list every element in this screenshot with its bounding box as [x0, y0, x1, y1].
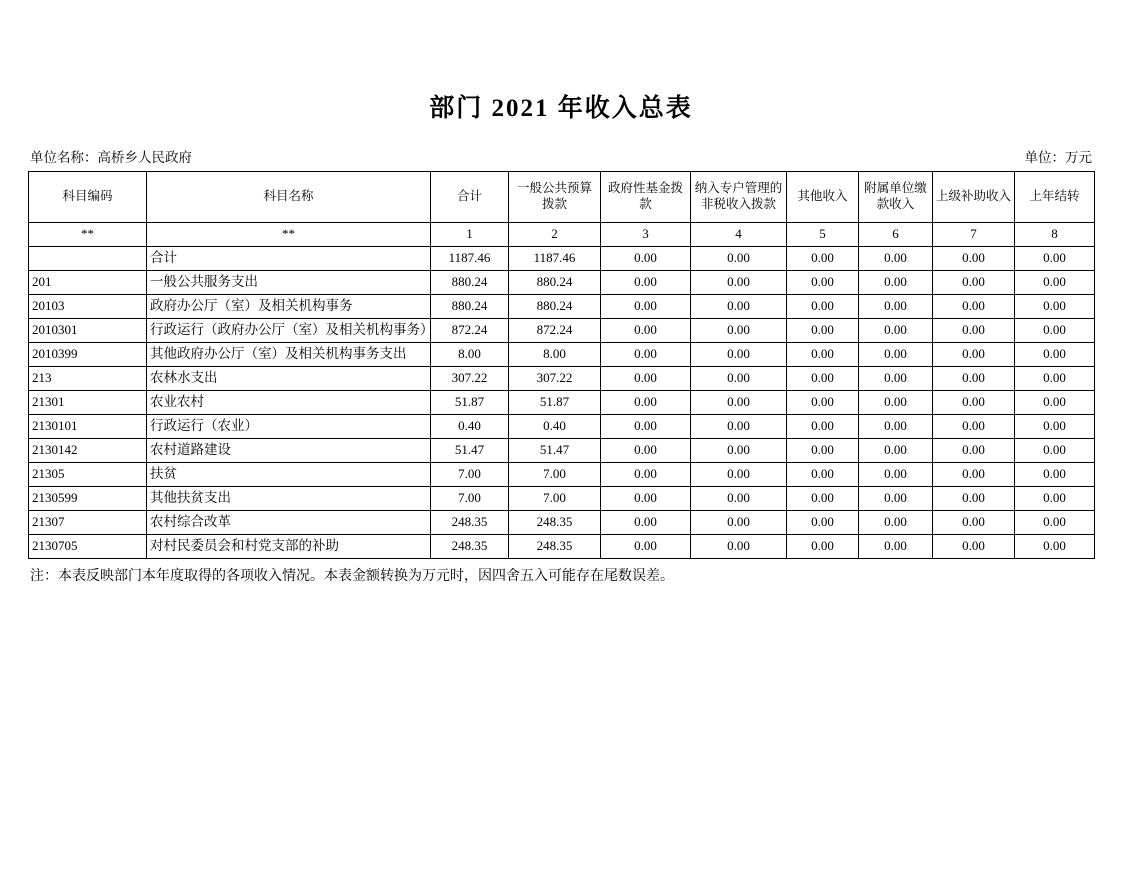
- table-note: 注：本表反映部门本年度取得的各项收入情况。本表金额转换为万元时，因四舍五入可能存在尾数误差。: [30, 569, 674, 584]
- row-name: 行政运行（农业）: [147, 415, 431, 439]
- row-nontax: 0.00: [691, 535, 787, 559]
- row-name: 对村民委员会和村党支部的补助: [147, 535, 431, 559]
- table-body: [29, 223, 1095, 559]
- row-public-budget: 248.35: [509, 535, 601, 559]
- row-name: 政府办公厅（室）及相关机构事务: [147, 295, 431, 319]
- row-affiliated: 0.00: [859, 511, 933, 535]
- row-other-income: 0.00: [787, 439, 859, 463]
- row-other-income: 0.00: [787, 463, 859, 487]
- row-affiliated: 0.00: [859, 535, 933, 559]
- row-other-income: 0.00: [787, 247, 859, 271]
- row-superior: 0.00: [933, 463, 1015, 487]
- row-other-income: 0.00: [787, 295, 859, 319]
- row-name: 扶贫: [147, 463, 431, 487]
- row-affiliated: 0.00: [859, 343, 933, 367]
- row-other-income: 0.00: [787, 391, 859, 415]
- header-subject-code: 科目编码: [29, 172, 147, 223]
- row-nontax: 0.00: [691, 487, 787, 511]
- row-gov-fund: 0.00: [601, 535, 691, 559]
- row-name: 农林水支出: [147, 367, 431, 391]
- row-total: 51.47: [431, 439, 509, 463]
- row-code: 2130705: [29, 535, 147, 559]
- row-superior: 0.00: [933, 295, 1015, 319]
- row-nontax: 0.00: [691, 343, 787, 367]
- row-public-budget: 248.35: [509, 511, 601, 535]
- document-page: [0, 88, 1122, 881]
- row-public-budget: 872.24: [509, 319, 601, 343]
- row-affiliated: 0.00: [859, 247, 933, 271]
- document-meta: [28, 146, 1094, 166]
- row-code: 2130599: [29, 487, 147, 511]
- colnum-7: 6: [859, 223, 933, 247]
- row-total: 872.24: [431, 319, 509, 343]
- row-total: 307.22: [431, 367, 509, 391]
- colnum-3: 2: [509, 223, 601, 247]
- row-gov-fund: 0.00: [601, 415, 691, 439]
- table-header: [29, 172, 1095, 223]
- row-public-budget: 51.47: [509, 439, 601, 463]
- table-row: [29, 535, 1095, 559]
- row-affiliated: 0.00: [859, 271, 933, 295]
- row-code: 2010301: [29, 319, 147, 343]
- row-superior: 0.00: [933, 247, 1015, 271]
- colnum-5: 4: [691, 223, 787, 247]
- row-carryover: 0.00: [1015, 487, 1095, 511]
- row-public-budget: 8.00: [509, 343, 601, 367]
- header-affiliated-unit-payment-income: 附属单位缴款收入: [859, 172, 933, 223]
- header-public-budget-appropriation: 一般公共预算拨款: [509, 172, 601, 223]
- unit-name-label: 单位名称：高桥乡人民政府: [30, 150, 192, 165]
- row-superior: 0.00: [933, 391, 1015, 415]
- row-carryover: 0.00: [1015, 511, 1095, 535]
- row-carryover: 0.00: [1015, 367, 1095, 391]
- table-row: [29, 343, 1095, 367]
- row-affiliated: 0.00: [859, 295, 933, 319]
- income-summary-table: [28, 171, 1095, 559]
- row-carryover: 0.00: [1015, 391, 1095, 415]
- header-special-account-nontax-appropriation: 纳入专户管理的非税收入拨款: [691, 172, 787, 223]
- row-name: 农村道路建设: [147, 439, 431, 463]
- row-nontax: 0.00: [691, 439, 787, 463]
- row-gov-fund: 0.00: [601, 367, 691, 391]
- row-superior: 0.00: [933, 535, 1015, 559]
- row-gov-fund: 0.00: [601, 319, 691, 343]
- row-name: 一般公共服务支出: [147, 271, 431, 295]
- column-number-row: [29, 223, 1095, 247]
- row-gov-fund: 0.00: [601, 391, 691, 415]
- row-code: [29, 247, 147, 271]
- row-name: 其他政府办公厅（室）及相关机构事务支出: [147, 343, 431, 367]
- row-nontax: 0.00: [691, 511, 787, 535]
- row-gov-fund: 0.00: [601, 439, 691, 463]
- header-subject-name: 科目名称: [147, 172, 431, 223]
- row-total: 880.24: [431, 295, 509, 319]
- table-row: [29, 487, 1095, 511]
- row-superior: 0.00: [933, 415, 1015, 439]
- row-name: 农村综合改革: [147, 511, 431, 535]
- row-code: 2130142: [29, 439, 147, 463]
- row-affiliated: 0.00: [859, 319, 933, 343]
- row-other-income: 0.00: [787, 511, 859, 535]
- row-other-income: 0.00: [787, 487, 859, 511]
- row-other-income: 0.00: [787, 535, 859, 559]
- row-affiliated: 0.00: [859, 487, 933, 511]
- row-gov-fund: 0.00: [601, 463, 691, 487]
- row-total: 8.00: [431, 343, 509, 367]
- row-nontax: 0.00: [691, 415, 787, 439]
- colnum-1: **: [147, 223, 431, 247]
- header-government-fund-appropriation: 政府性基金拨款: [601, 172, 691, 223]
- table-row: [29, 415, 1095, 439]
- row-nontax: 0.00: [691, 247, 787, 271]
- row-affiliated: 0.00: [859, 439, 933, 463]
- colnum-9: 8: [1015, 223, 1095, 247]
- row-total: 7.00: [431, 487, 509, 511]
- row-nontax: 0.00: [691, 463, 787, 487]
- table-row: [29, 463, 1095, 487]
- row-public-budget: 1187.46: [509, 247, 601, 271]
- row-gov-fund: 0.00: [601, 295, 691, 319]
- table-row: [29, 511, 1095, 535]
- table-row: [29, 391, 1095, 415]
- table-row: [29, 271, 1095, 295]
- row-total: 51.87: [431, 391, 509, 415]
- row-name: 其他扶贫支出: [147, 487, 431, 511]
- row-code: 201: [29, 271, 147, 295]
- row-superior: 0.00: [933, 439, 1015, 463]
- row-name: 行政运行（政府办公厅（室）及相关机构事务）: [147, 319, 431, 343]
- row-superior: 0.00: [933, 367, 1015, 391]
- colnum-0: **: [29, 223, 147, 247]
- row-gov-fund: 0.00: [601, 343, 691, 367]
- row-superior: 0.00: [933, 319, 1015, 343]
- row-other-income: 0.00: [787, 271, 859, 295]
- row-nontax: 0.00: [691, 391, 787, 415]
- row-public-budget: 7.00: [509, 487, 601, 511]
- header-total: 合计: [431, 172, 509, 223]
- row-superior: 0.00: [933, 511, 1015, 535]
- row-public-budget: 880.24: [509, 271, 601, 295]
- row-public-budget: 880.24: [509, 295, 601, 319]
- row-carryover: 0.00: [1015, 295, 1095, 319]
- row-gov-fund: 0.00: [601, 271, 691, 295]
- row-code: 20103: [29, 295, 147, 319]
- row-total: 248.35: [431, 511, 509, 535]
- row-total: 0.40: [431, 415, 509, 439]
- row-gov-fund: 0.00: [601, 487, 691, 511]
- table-row: [29, 439, 1095, 463]
- table-row: [29, 319, 1095, 343]
- row-code: 2130101: [29, 415, 147, 439]
- page-title: 部门 2021 年收入总表: [429, 95, 693, 122]
- row-carryover: 0.00: [1015, 271, 1095, 295]
- colnum-2: 1: [431, 223, 509, 247]
- row-name: 农业农村: [147, 391, 431, 415]
- table-row: [29, 367, 1095, 391]
- colnum-6: 5: [787, 223, 859, 247]
- row-other-income: 0.00: [787, 415, 859, 439]
- row-affiliated: 0.00: [859, 463, 933, 487]
- row-total: 880.24: [431, 271, 509, 295]
- row-carryover: 0.00: [1015, 439, 1095, 463]
- row-total: 248.35: [431, 535, 509, 559]
- row-nontax: 0.00: [691, 319, 787, 343]
- row-public-budget: 51.87: [509, 391, 601, 415]
- header-other-income: 其他收入: [787, 172, 859, 223]
- unit-measure-label: 单位：万元: [1024, 150, 1092, 165]
- table-row: [29, 295, 1095, 319]
- row-nontax: 0.00: [691, 271, 787, 295]
- row-superior: 0.00: [933, 487, 1015, 511]
- row-superior: 0.00: [933, 343, 1015, 367]
- row-carryover: 0.00: [1015, 247, 1095, 271]
- row-gov-fund: 0.00: [601, 247, 691, 271]
- row-code: 21301: [29, 391, 147, 415]
- row-carryover: 0.00: [1015, 535, 1095, 559]
- header-superior-subsidy-income: 上级补助收入: [933, 172, 1015, 223]
- row-other-income: 0.00: [787, 343, 859, 367]
- row-other-income: 0.00: [787, 367, 859, 391]
- row-carryover: 0.00: [1015, 343, 1095, 367]
- row-carryover: 0.00: [1015, 463, 1095, 487]
- row-public-budget: 307.22: [509, 367, 601, 391]
- row-gov-fund: 0.00: [601, 511, 691, 535]
- row-affiliated: 0.00: [859, 367, 933, 391]
- row-total: 7.00: [431, 463, 509, 487]
- row-public-budget: 0.40: [509, 415, 601, 439]
- header-carryover-from-last-year: 上年结转: [1015, 172, 1095, 223]
- colnum-4: 3: [601, 223, 691, 247]
- row-other-income: 0.00: [787, 319, 859, 343]
- row-affiliated: 0.00: [859, 391, 933, 415]
- row-carryover: 0.00: [1015, 415, 1095, 439]
- row-nontax: 0.00: [691, 367, 787, 391]
- row-code: 21305: [29, 463, 147, 487]
- row-code: 21307: [29, 511, 147, 535]
- colnum-8: 7: [933, 223, 1015, 247]
- row-superior: 0.00: [933, 271, 1015, 295]
- row-total: 1187.46: [431, 247, 509, 271]
- row-code: 213: [29, 367, 147, 391]
- row-name: 合计: [147, 247, 431, 271]
- row-code: 2010399: [29, 343, 147, 367]
- row-nontax: 0.00: [691, 295, 787, 319]
- table-header-row: [29, 172, 1095, 223]
- table-row: [29, 247, 1095, 271]
- row-public-budget: 7.00: [509, 463, 601, 487]
- row-affiliated: 0.00: [859, 415, 933, 439]
- row-carryover: 0.00: [1015, 319, 1095, 343]
